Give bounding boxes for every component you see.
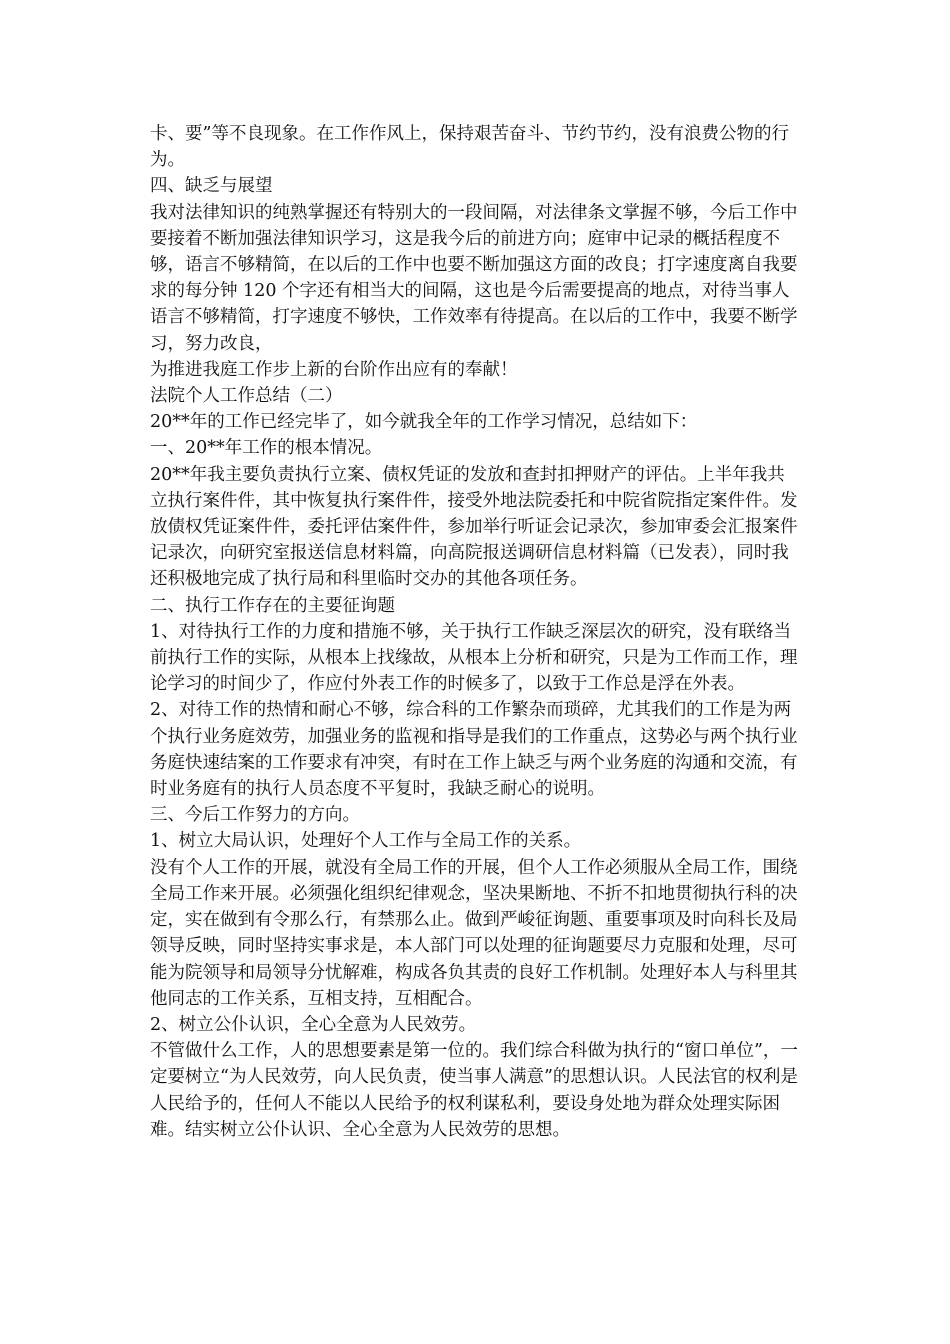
section-heading-2: 二、执行工作存在的主要征询题 — [150, 595, 395, 616]
paragraph-10: 1、对待执行工作的力度和措施不够，关于执行工作缺乏深层次的研究，没有联络当前执行工作的实际，从根本上找缘故，从根本上分析和研究，只是为工作而工作，理论学习的时间少了，作应付外表工作的时候多了，以致于工作总是浮在外表。 — [150, 621, 798, 695]
section-heading-1: 一、20**年工作的根本情况。 — [150, 438, 383, 459]
document-body — [150, 121, 802, 1143]
paragraph-8: 20**年我主要负责执行立案、债权凭证的发放和查封扣押财产的评估。上半年我共立执行案件件，其中恢复执行案件件，接受外地法院委托和中院省院指定案件件。发放债权凭证案件件，委托评估案件件，参加举行听证会记录次，参加审委会汇报案件记录次，向研究室报送信息材料篇，向高院报送调研信息材料篇（已发表），同时我还积极地完成了执行局和科里临时交办的其他各项任务。 — [150, 464, 798, 590]
section-heading-3: 三、今后工作努力的方向。 — [150, 805, 360, 826]
subheading-1: 1、树立大局认识，处理好个人工作与全局工作的关系。 — [150, 831, 582, 852]
paragraph-16: 不管做什么工作，人的思想要素是第一位的。我们综合科做为执行的“窗口单位”，一定要树立“为人民效劳，向人民负责，使当事人满意”的思想认识。人民法官的权利是人民给予的，任何人不能以人民给予的权利谋私利，要设身处地为群众处理实际困难。结实树立公仆认识、全心全意为人民效劳的思想。 — [150, 1041, 798, 1140]
document-subtitle: 法院个人工作总结（二） — [150, 386, 343, 407]
paragraph-6: 20**年的工作已经完毕了，如今就我全年的工作学习情况，总结如下： — [150, 412, 698, 433]
paragraph-4: 为推进我庭工作步上新的台阶作出应有的奉献！ — [150, 359, 518, 380]
subheading-2: 2、树立公仆认识，全心全意为人民效劳。 — [150, 1014, 477, 1035]
section-heading-4: 四、缺乏与展望 — [150, 176, 273, 197]
paragraph-11: 2、对待工作的热情和耐心不够，综合科的工作繁杂而琐碎，尤其我们的工作是为两个执行业务庭效劳，加强业务的监视和指导是我们的工作重点，这势必与两个执行业务庭快速结案的工作要求有冲突，有时在工作上缺乏与两个业务庭的沟通和交流，有时业务庭有的执行人员态度不平复时，我缺乏耐心的说明。 — [150, 700, 798, 800]
paragraph-3: 我对法律知识的纯熟掌握还有特别大的一段间隔，对法律条文掌握不够，今后工作中要接着不断加强法律知识学习，这是我今后的前进方向；庭审中记录的概括程度不够，语言不够精简，在以后的工作中也要不断加强这方面的改良；打字速度离自我要求的每分钟 120 个字还有相当大的间隔，这也是今后需要提高的地点，对待当事人语言不够精简，打字速度不够快，工作效率有待提高。在以后的工作中，我要不断学习，努力改良， — [150, 202, 798, 354]
paragraph-1: 卡、要”等不良现象。在工作作风上，保持艰苦奋斗、节约节约，没有浪费公物的行为。 — [150, 124, 789, 171]
paragraph-14: 没有个人工作的开展，就没有全局工作的开展，但个人工作必须服从全局工作，围绕全局工作来开展。必须强化组织纪律观念，坚决果断地、不折不扣地贯彻执行科的决定，实在做到有令那么行，有禁那么止。做到严峻征询题、重要事项及时向科长及局领导反映，同时坚持实事求是，本人部门可以处理的征询题要尽力克服和处理，尽可能为院领导和局领导分忧解难，构成各负其责的良好工作机制。处理好本人与科里其他同志的工作关系，互相支持，互相配合。 — [150, 857, 798, 1009]
